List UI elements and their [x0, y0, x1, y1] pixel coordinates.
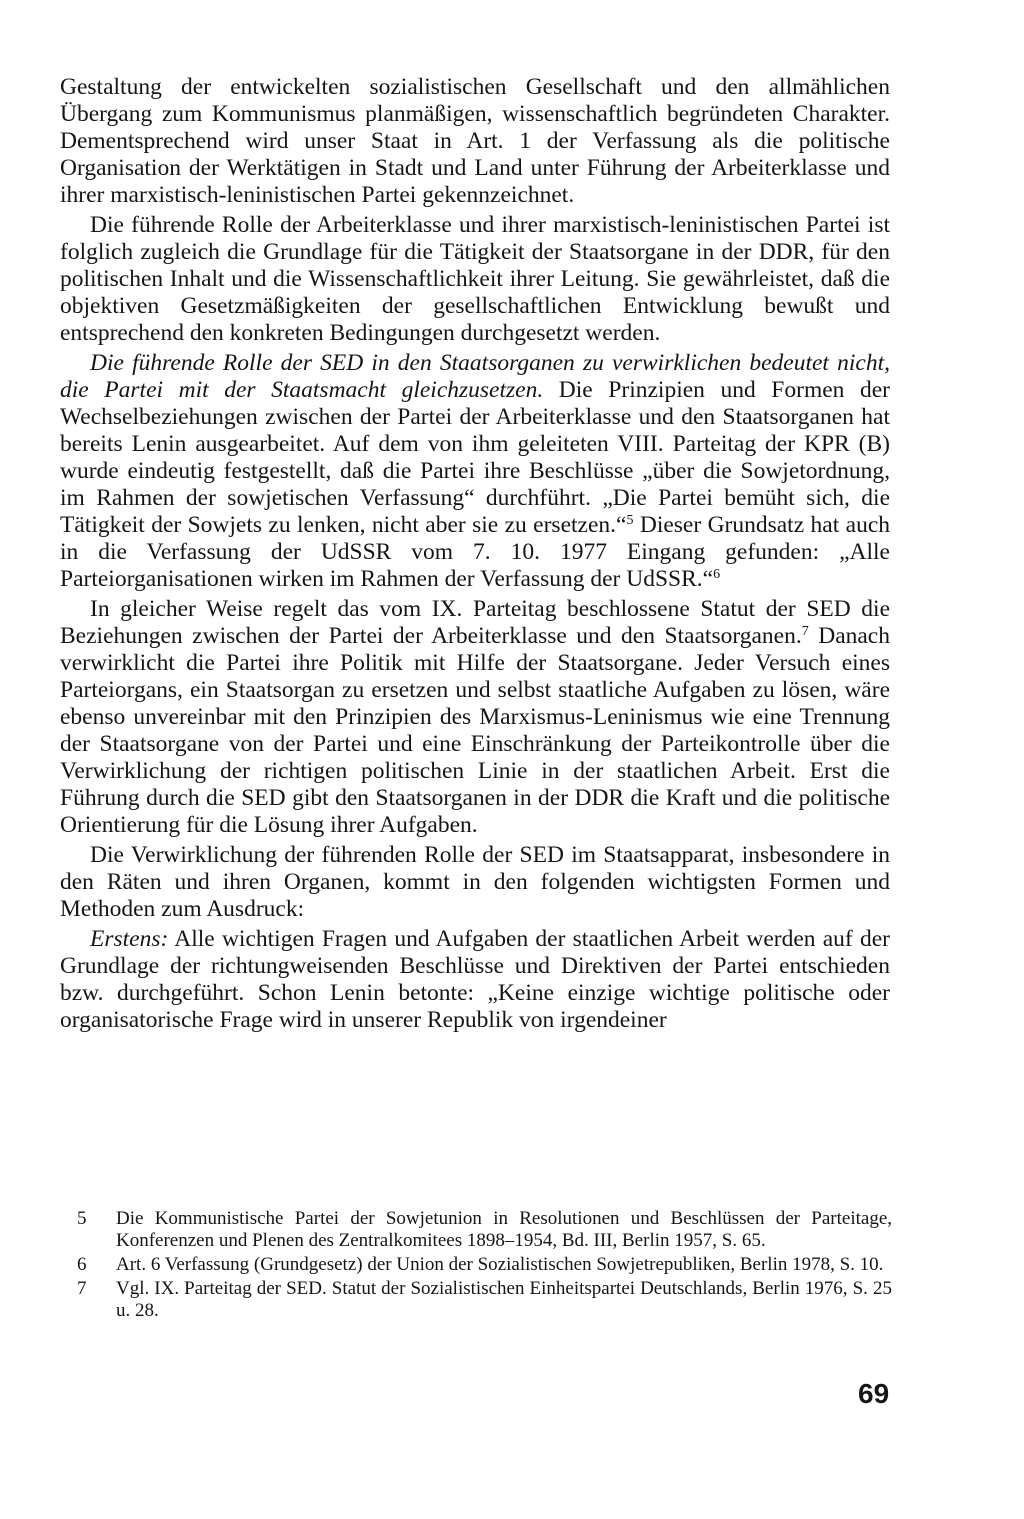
- footnote-ref-6[interactable]: 6: [713, 567, 721, 582]
- paragraph-3: [60, 350, 890, 593]
- paragraph-2: Die führende Rolle der Arbeiterklasse und ihrer marxistisch-leninistischen Partei ist folglich zugleich die Grundlage für die Tätigkeit der Staatsorgane in der DDR, für den politischen Inhalt und die Wissenschaftlichkeit ihrer Leitung. Sie gewährleistet, daß die objektiven Gesetzmäßigkeiten der gesellschaftlichen Entwicklung bewußt und entsprechend den konkreten Bedingungen durchgesetzt werden.: [60, 212, 890, 346]
- italic-thesis: Die führende Rolle der SED in den Staatsorganen zu verwirklichen bedeutet nicht, die Partei mit der Staatsmacht gleichzusetzen.: [60, 350, 890, 403]
- paragraph-4-text-b: Danach verwirklicht die Partei ihre Politik mit Hilfe der Staatsorgane. Jeder Versuch eines Parteiorgans, ein Staatsorgan zu ersetzen und selbst staatliche Aufgaben zu lösen, wäre ebenso unvereinbar mit den Prinzipien des Marxismus-Leninismus wie eine Trennung der Staatsorgane von der Partei und eine Einschränkung der Parteikontrolle über die Verwirklichung der richtigen politischen Linie in der staatlichen Arbeit. Erst die Führung durch die SED gibt den Staatsorganen in der DDR die Kraft und die politische Orientierung für die Lösung ihrer Aufgaben.: [60, 623, 890, 838]
- footnote-text: Vgl. IX. Parteitag der SED. Statut der Sozialistischen Einheitspartei Deutschlands, Berlin 1976, S. 25 u. 28.: [116, 1278, 892, 1321]
- paragraph-4: [60, 596, 890, 839]
- paragraph-1: Gestaltung der entwickelten sozialistischen Gesellschaft und den allmählichen Übergang zum Kommunismus planmäßigen, wissenschaftlich begründeten Charakter. Dementsprechend wird unser Staat in Art. 1 der Verfassung als die politische Organisation der Werktätigen in Stadt und Land unter Führung der Arbeiterklasse und ihrer marxistisch-leninistischen Partei gekennzeichnet.: [60, 74, 890, 208]
- footnote-number: 6: [77, 1254, 87, 1275]
- paragraph-4-text-a: In gleicher Weise regelt das vom IX. Parteitag beschlossene Statut der SED die Beziehungen zwischen der Partei der Arbeiterklasse und den Staatsorganen.: [60, 596, 890, 649]
- italic-erstens: Erstens:: [90, 926, 169, 952]
- footnotes: [77, 1208, 892, 1324]
- paragraph-3-text-b: Dieser Grundsatz hat auch in die Verfassung der UdSSR vom 7. 10. 1977 Eingang gefunden: „Alle Parteiorganisationen wirken im Rahmen der Verfassung der UdSSR.“: [60, 512, 890, 592]
- footnote-7: [77, 1278, 892, 1322]
- page-number: 69: [858, 1378, 890, 1409]
- footnote-text: Art. 6 Verfassung (Grundgesetz) der Union der Sozialistischen Sowjetrepubliken, Berlin 1978, S. 10.: [116, 1254, 884, 1275]
- footnote-ref-5[interactable]: 5: [626, 513, 634, 528]
- paragraph-3-text-a: Die Prinzipien und Formen der Wechselbeziehungen zwischen der Partei der Arbeiterklasse und den Staatsorganen hat bereits Lenin ausgearbeitet. Auf dem von ihm geleiteten VIII. Parteitag der KPR (B) wurde eindeutig festgestellt, daß die Partei ihre Beschlüsse „über die Sowjetordnung, im Rahmen der sowjetischen Verfassung“ durchführt. „Die Partei bemüht sich, die Tätigkeit der Sowjets zu lenken, nicht aber sie zu ersetzen.“: [60, 377, 891, 538]
- paragraph-6-text: Alle wichtigen Fragen und Aufgaben der staatlichen Arbeit werden auf der Grundlage der richtungweisenden Beschlüsse und Direktiven der Partei entschieden bzw. durchgeführt. Schon Lenin betonte: „Keine einzige wichtige politische oder organisatorische Frage wird in unserer Republik von irgendeiner: [60, 926, 890, 1033]
- footnote-number: 7: [77, 1278, 87, 1299]
- footnote-6: [77, 1254, 892, 1276]
- footnote-text: Die Kommunistische Partei der Sowjetunion in Resolutionen und Beschlüssen der Parteitage, Konferenzen und Plenen des Zentralkomitees 1898–1954, Bd. III, Berlin 1957, S. 65.: [116, 1208, 892, 1251]
- footnote-5: [77, 1208, 892, 1252]
- footnote-number: 5: [77, 1208, 87, 1229]
- footnote-ref-7[interactable]: 7: [801, 624, 809, 639]
- paragraph-6: [60, 926, 890, 1034]
- paragraph-5: Die Verwirklichung der führenden Rolle der SED im Staatsapparat, insbesondere in den Räten und ihren Organen, kommt in den folgenden wichtigsten Formen und Methoden zum Ausdruck:: [60, 842, 890, 922]
- main-text: [60, 74, 890, 1034]
